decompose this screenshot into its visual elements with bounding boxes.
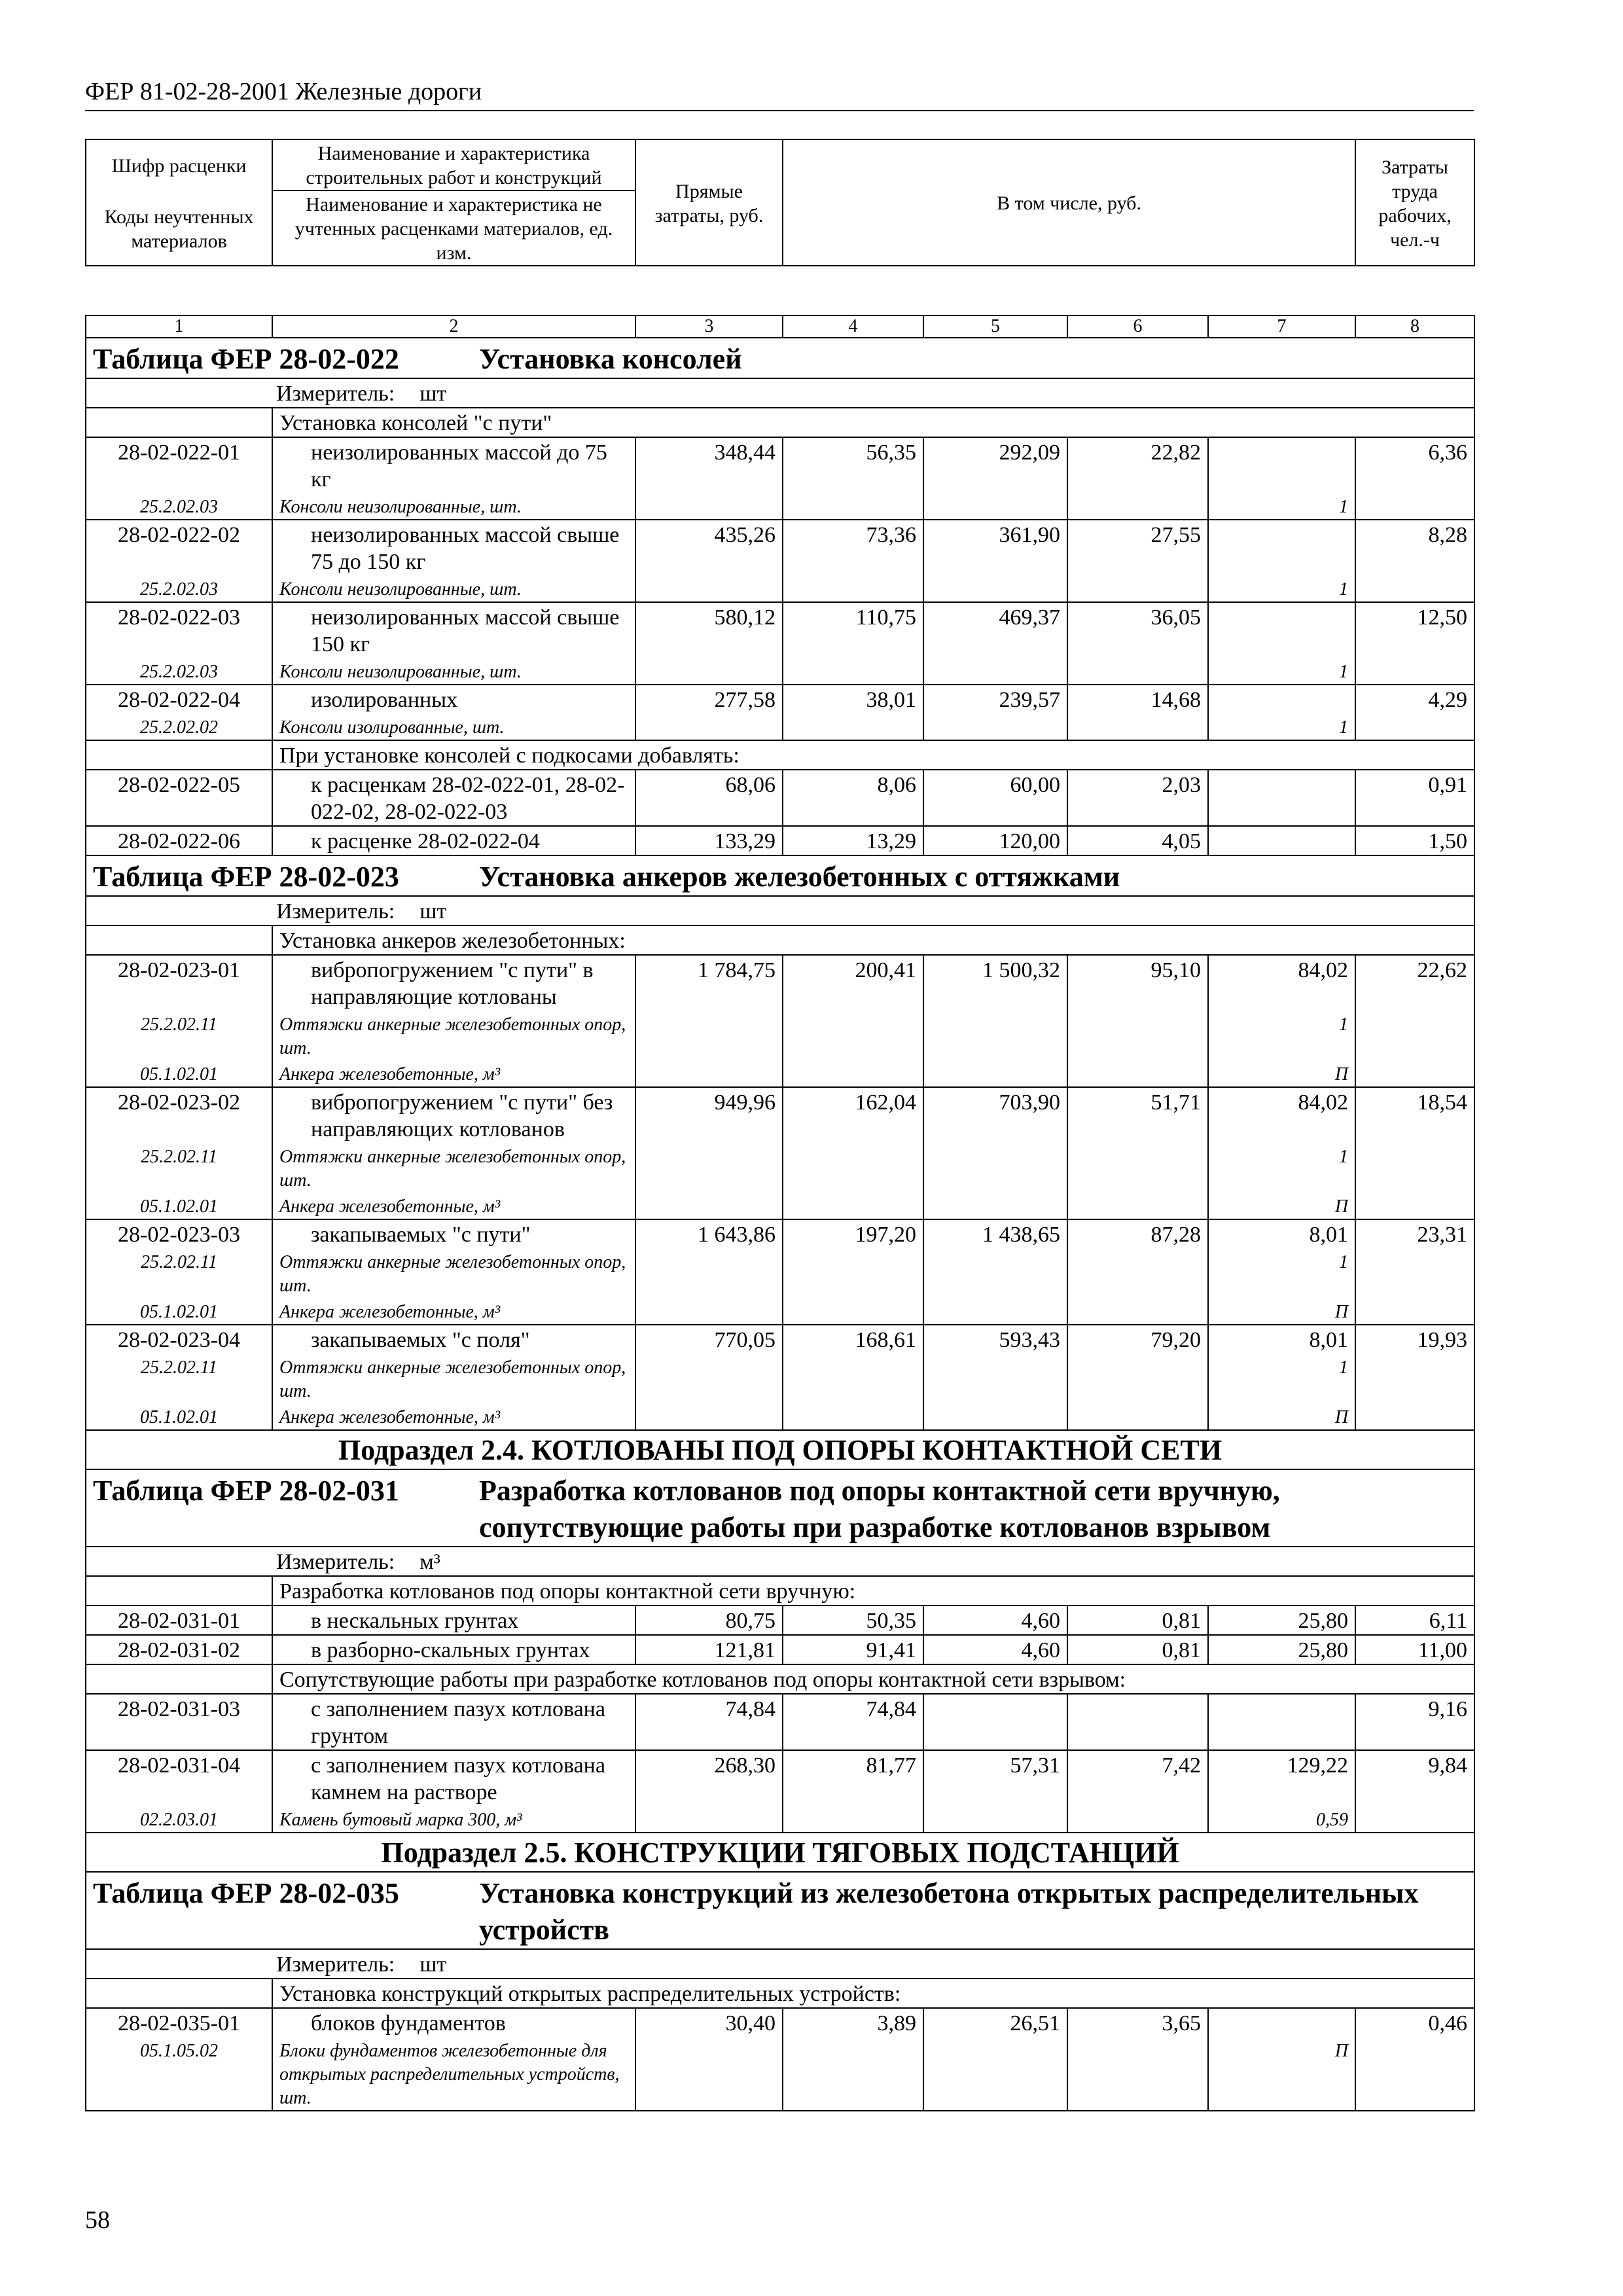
rate-desc: с заполнением пазух котлована камнем на растворе <box>272 1750 635 1806</box>
table-row <box>86 1694 1474 1750</box>
table-row <box>86 685 1474 714</box>
rate-code: 28-02-022-06 <box>86 826 272 855</box>
rate-code: 28-02-023-04 <box>86 1325 272 1354</box>
group-heading: Сопутствующие работы при разработке котлованов под опоры контактной сети взрывом: <box>272 1664 1474 1694</box>
machine-cost: 703,90 <box>923 1087 1067 1143</box>
labor-hours: 11,00 <box>1355 1635 1474 1664</box>
material-name: Камень бутовый марка 300, м³ <box>272 1806 635 1833</box>
direct-cost: 348,44 <box>635 437 783 493</box>
material-name: Консоли изолированные, шт. <box>272 714 635 740</box>
machine-labor-cost: 95,10 <box>1067 955 1208 1011</box>
table-name: Установка консолей <box>479 343 742 375</box>
machine-labor-cost <box>1067 1694 1208 1750</box>
material-name: Оттяжки анкерные железобетонных опор, шт. <box>272 1143 635 1193</box>
labor-cost: 110,75 <box>783 602 923 658</box>
head-mat-names: Наименование и характеристика не учтенных расценками материалов, ед. изм. <box>272 190 635 266</box>
material-code: 25.2.02.11 <box>86 1249 272 1299</box>
machine-cost: 593,43 <box>923 1325 1067 1354</box>
material-name: Оттяжки анкерные железобетонных опор, шт. <box>272 1011 635 1061</box>
head-labor-hours: Затраты труда рабочих, чел.-ч <box>1355 139 1474 266</box>
machine-labor-cost: 79,20 <box>1067 1325 1208 1354</box>
meter <box>86 896 1474 925</box>
col-num: 6 <box>1067 315 1208 338</box>
rate-desc: в разборно-скальных грунтах <box>272 1635 635 1664</box>
material-row <box>86 576 1474 602</box>
meter <box>86 1949 1474 1979</box>
table-row <box>86 602 1474 658</box>
material-cost: 25,80 <box>1208 1635 1355 1664</box>
subsection-heading: Подраздел 2.5. КОНСТРУКЦИИ ТЯГОВЫХ ПОДСТАНЦИЙ <box>86 1833 1474 1872</box>
machine-cost: 26,51 <box>923 2008 1067 2037</box>
rate-code: 28-02-023-01 <box>86 955 272 1011</box>
group-heading: Разработка котлованов под опоры контактной сети вручную: <box>272 1576 1474 1605</box>
labor-cost: 38,01 <box>783 685 923 714</box>
machine-cost: 361,90 <box>923 520 1067 576</box>
page-number: 58 <box>85 2206 110 2234</box>
material-name: Консоли неизолированные, шт. <box>272 576 635 602</box>
material-usage: 1 <box>1208 1011 1355 1061</box>
rate-desc: к расценке 28-02-022-04 <box>272 826 635 855</box>
meter-label: Измеритель: <box>276 899 395 924</box>
group-heading: Установка консолей "с пути" <box>272 408 1474 437</box>
table-row <box>86 1325 1474 1354</box>
material-row <box>86 493 1474 520</box>
table-row <box>86 1087 1474 1143</box>
labor-cost: 13,29 <box>783 826 923 855</box>
material-row <box>86 1011 1474 1061</box>
machine-cost <box>923 1694 1067 1750</box>
table-row <box>86 826 1474 855</box>
head-work-name: Наименование и характеристика строительных работ и конструкций <box>272 139 635 190</box>
rate-code: 28-02-031-04 <box>86 1750 272 1806</box>
labor-cost: 197,20 <box>783 1219 923 1249</box>
material-code: 25.2.02.02 <box>86 714 272 740</box>
table-row <box>86 520 1474 576</box>
table-name: Установка анкеров железобетонных с оттяжками <box>479 861 1120 893</box>
labor-hours: 6,11 <box>1355 1605 1474 1635</box>
labor-hours: 0,46 <box>1355 2008 1474 2037</box>
material-usage: П <box>1208 1061 1355 1087</box>
rate-desc: неизолированных массой до 75 кг <box>272 437 635 493</box>
material-usage: П <box>1208 1299 1355 1325</box>
table-row <box>86 437 1474 493</box>
material-cost <box>1208 770 1355 826</box>
machine-cost: 1 500,32 <box>923 955 1067 1011</box>
rate-code: 28-02-031-03 <box>86 1694 272 1750</box>
labor-cost: 200,41 <box>783 955 923 1011</box>
material-usage: 1 <box>1208 1249 1355 1299</box>
rates-table <box>85 139 1475 2111</box>
labor-cost: 168,61 <box>783 1325 923 1354</box>
rate-code: 28-02-022-02 <box>86 520 272 576</box>
machine-labor-cost: 36,05 <box>1067 602 1208 658</box>
material-name: Оттяжки анкерные железобетонных опор, шт. <box>272 1354 635 1404</box>
labor-cost: 91,41 <box>783 1635 923 1664</box>
material-name: Консоли неизолированные, шт. <box>272 493 635 520</box>
machine-labor-cost: 0,81 <box>1067 1605 1208 1635</box>
table-row <box>86 955 1474 1011</box>
material-name: Анкера железобетонные, м³ <box>272 1061 635 1087</box>
col-num: 7 <box>1208 315 1355 338</box>
material-code: 02.2.03.01 <box>86 1806 272 1833</box>
col-num: 2 <box>272 315 635 338</box>
material-code: 25.2.02.11 <box>86 1143 272 1193</box>
table-name: Установка конструкций из железобетона открытых распределительных устройств <box>479 1877 1419 1946</box>
material-code: 25.2.02.03 <box>86 658 272 685</box>
rate-desc: вибропогружением "с пути" в направляющие котлованы <box>272 955 635 1011</box>
header-rule <box>85 110 1474 111</box>
table-row <box>86 1219 1474 1249</box>
material-code: 25.2.02.11 <box>86 1011 272 1061</box>
head-mat-codes: Коды неучтенных материалов <box>86 190 272 266</box>
meter-label: Измеритель: <box>276 382 395 406</box>
group-heading: Установка анкеров железобетонных: <box>272 925 1474 955</box>
rate-desc: закапываемых "с поля" <box>272 1325 635 1354</box>
labor-hours: 18,54 <box>1355 1087 1474 1143</box>
direct-cost: 949,96 <box>635 1087 783 1143</box>
material-code: 05.1.02.01 <box>86 1404 272 1430</box>
direct-cost: 30,40 <box>635 2008 783 2037</box>
material-name: Консоли неизолированные, шт. <box>272 658 635 685</box>
material-usage: 1 <box>1208 1354 1355 1404</box>
labor-hours: 22,62 <box>1355 955 1474 1011</box>
material-row <box>86 1299 1474 1325</box>
rate-desc: к расценкам 28-02-022-01, 28-02-022-02, 28-02-022-03 <box>272 770 635 826</box>
material-code: 05.1.02.01 <box>86 1061 272 1087</box>
machine-cost: 4,60 <box>923 1605 1067 1635</box>
material-usage: 1 <box>1208 714 1355 740</box>
material-name: Анкера железобетонные, м³ <box>272 1404 635 1430</box>
material-cost <box>1208 602 1355 658</box>
material-row <box>86 1061 1474 1087</box>
table-title <box>86 1469 1474 1547</box>
rate-desc: блоков фундаментов <box>272 2008 635 2037</box>
table-row <box>86 770 1474 826</box>
material-code: 05.1.05.02 <box>86 2037 272 2111</box>
material-usage: 1 <box>1208 1143 1355 1193</box>
material-usage: П <box>1208 1404 1355 1430</box>
rate-desc: в нескальных грунтах <box>272 1605 635 1635</box>
material-row <box>86 1249 1474 1299</box>
direct-cost: 1 643,86 <box>635 1219 783 1249</box>
table-name: Разработка котлованов под опоры контактной сети вручную, сопутствующие работы при разработке котлованов взрывом <box>479 1475 1280 1543</box>
machine-labor-cost: 51,71 <box>1067 1087 1208 1143</box>
labor-hours: 0,91 <box>1355 770 1474 826</box>
machine-cost: 60,00 <box>923 770 1067 826</box>
table-row <box>86 1605 1474 1635</box>
meter-unit: м³ <box>419 1550 440 1574</box>
machine-labor-cost: 0,81 <box>1067 1635 1208 1664</box>
col-num: 3 <box>635 315 783 338</box>
material-code: 25.2.02.03 <box>86 493 272 520</box>
material-cost <box>1208 437 1355 493</box>
machine-labor-cost: 14,68 <box>1067 685 1208 714</box>
labor-hours: 9,84 <box>1355 1750 1474 1806</box>
meter-label: Измеритель: <box>276 1952 395 1977</box>
labor-hours: 6,36 <box>1355 437 1474 493</box>
material-cost: 8,01 <box>1208 1219 1355 1249</box>
rate-desc: изолированных <box>272 685 635 714</box>
machine-cost: 57,31 <box>923 1750 1067 1806</box>
material-cost: 8,01 <box>1208 1325 1355 1354</box>
machine-labor-cost: 3,65 <box>1067 2008 1208 2037</box>
table-title <box>86 855 1474 896</box>
material-name: Анкера железобетонные, м³ <box>272 1299 635 1325</box>
table-label: Таблица ФЕР 28-02-023 <box>93 861 399 893</box>
meter <box>86 378 1474 408</box>
col-num: 8 <box>1355 315 1474 338</box>
rate-desc: неизолированных массой свыше 75 до 150 кг <box>272 520 635 576</box>
material-code: 05.1.02.01 <box>86 1193 272 1219</box>
direct-cost: 80,75 <box>635 1605 783 1635</box>
direct-cost: 770,05 <box>635 1325 783 1354</box>
machine-labor-cost: 22,82 <box>1067 437 1208 493</box>
material-row <box>86 2037 1474 2111</box>
table-title <box>86 338 1474 378</box>
rate-code: 28-02-022-03 <box>86 602 272 658</box>
machine-labor-cost: 27,55 <box>1067 520 1208 576</box>
rate-code: 28-02-022-01 <box>86 437 272 493</box>
labor-cost: 81,77 <box>783 1750 923 1806</box>
material-cost: 129,22 <box>1208 1750 1355 1806</box>
machine-cost: 292,09 <box>923 437 1067 493</box>
material-name: Блоки фундаментов железобетонные для открытых распределительных устройств, шт. <box>272 2037 635 2111</box>
table-title <box>86 1872 1474 1949</box>
material-usage: 0,59 <box>1208 1806 1355 1833</box>
material-cost <box>1208 1694 1355 1750</box>
direct-cost: 74,84 <box>635 1694 783 1750</box>
direct-cost: 121,81 <box>635 1635 783 1664</box>
rate-desc: вибропогружением "с пути" без направляющих котлованов <box>272 1087 635 1143</box>
labor-hours: 4,29 <box>1355 685 1474 714</box>
col-num: 5 <box>923 315 1067 338</box>
material-code: 25.2.02.11 <box>86 1354 272 1404</box>
material-name: Анкера железобетонные, м³ <box>272 1193 635 1219</box>
material-code: 25.2.02.03 <box>86 576 272 602</box>
material-usage: 1 <box>1208 493 1355 520</box>
material-usage: П <box>1208 2037 1355 2111</box>
table-row <box>86 2008 1474 2037</box>
machine-cost: 1 438,65 <box>923 1219 1067 1249</box>
meter-unit: шт <box>419 382 447 406</box>
meter-label: Измеритель: <box>276 1550 395 1574</box>
table-label: Таблица ФЕР 28-02-035 <box>93 1877 399 1909</box>
head-code: Шифр расценки <box>86 139 272 190</box>
rate-desc: закапываемых "с пути" <box>272 1219 635 1249</box>
group-heading: Установка конструкций открытых распределительных устройств: <box>272 1979 1474 2008</box>
rate-desc: неизолированных массой свыше 150 кг <box>272 602 635 658</box>
material-row <box>86 1354 1474 1404</box>
material-row <box>86 1143 1474 1193</box>
labor-cost: 3,89 <box>783 2008 923 2037</box>
meter <box>86 1547 1474 1576</box>
direct-cost: 1 784,75 <box>635 955 783 1011</box>
col-num: 1 <box>86 315 272 338</box>
machine-cost: 239,57 <box>923 685 1067 714</box>
labor-hours: 1,50 <box>1355 826 1474 855</box>
labor-cost: 8,06 <box>783 770 923 826</box>
table-row <box>86 1635 1474 1664</box>
material-usage: 1 <box>1208 576 1355 602</box>
table-row <box>86 1750 1474 1806</box>
rate-code: 28-02-022-05 <box>86 770 272 826</box>
table-label: Таблица ФЕР 28-02-031 <box>93 1475 399 1507</box>
col-num: 4 <box>783 315 923 338</box>
meter-unit: шт <box>419 1952 447 1977</box>
rate-desc: с заполнением пазух котлована грунтом <box>272 1694 635 1750</box>
group-heading: При установке консолей с подкосами добавлять: <box>272 740 1474 770</box>
machine-labor-cost: 4,05 <box>1067 826 1208 855</box>
rate-code: 28-02-035-01 <box>86 2008 272 2037</box>
rate-code: 28-02-022-04 <box>86 685 272 714</box>
direct-cost: 68,06 <box>635 770 783 826</box>
machine-labor-cost: 2,03 <box>1067 770 1208 826</box>
labor-hours: 19,93 <box>1355 1325 1474 1354</box>
material-cost: 84,02 <box>1208 1087 1355 1143</box>
direct-cost: 268,30 <box>635 1750 783 1806</box>
material-row <box>86 1193 1474 1219</box>
material-row <box>86 1806 1474 1833</box>
machine-cost: 4,60 <box>923 1635 1067 1664</box>
labor-cost: 56,35 <box>783 437 923 493</box>
labor-hours: 12,50 <box>1355 602 1474 658</box>
labor-cost: 73,36 <box>783 520 923 576</box>
labor-cost: 50,35 <box>783 1605 923 1635</box>
material-cost <box>1208 826 1355 855</box>
material-cost <box>1208 685 1355 714</box>
rate-code: 28-02-023-03 <box>86 1219 272 1249</box>
head-incl: В том числе, руб. <box>783 139 1355 266</box>
material-usage: П <box>1208 1193 1355 1219</box>
labor-hours: 8,28 <box>1355 520 1474 576</box>
direct-cost: 580,12 <box>635 602 783 658</box>
labor-cost: 162,04 <box>783 1087 923 1143</box>
material-row <box>86 714 1474 740</box>
material-cost: 84,02 <box>1208 955 1355 1011</box>
material-row <box>86 658 1474 685</box>
rate-code: 28-02-031-02 <box>86 1635 272 1664</box>
material-code: 05.1.02.01 <box>86 1299 272 1325</box>
meter-unit: шт <box>419 899 447 924</box>
labor-cost: 74,84 <box>783 1694 923 1750</box>
machine-labor-cost: 87,28 <box>1067 1219 1208 1249</box>
machine-labor-cost: 7,42 <box>1067 1750 1208 1806</box>
direct-cost: 277,58 <box>635 685 783 714</box>
material-cost <box>1208 520 1355 576</box>
machine-cost: 120,00 <box>923 826 1067 855</box>
material-cost <box>1208 2008 1355 2037</box>
material-usage: 1 <box>1208 658 1355 685</box>
material-cost: 25,80 <box>1208 1605 1355 1635</box>
labor-hours: 23,31 <box>1355 1219 1474 1249</box>
labor-hours: 9,16 <box>1355 1694 1474 1750</box>
rate-code: 28-02-023-02 <box>86 1087 272 1143</box>
material-row <box>86 1404 1474 1430</box>
running-header: ФЕР 81-02-28-2001 Железные дороги <box>85 78 482 105</box>
head-direct: Прямые затраты, руб. <box>635 139 783 266</box>
rate-code: 28-02-031-01 <box>86 1605 272 1635</box>
direct-cost: 435,26 <box>635 520 783 576</box>
material-name: Оттяжки анкерные железобетонных опор, шт. <box>272 1249 635 1299</box>
direct-cost: 133,29 <box>635 826 783 855</box>
table-label: Таблица ФЕР 28-02-022 <box>93 343 399 375</box>
machine-cost: 469,37 <box>923 602 1067 658</box>
subsection-heading: Подраздел 2.4. КОТЛОВАНЫ ПОД ОПОРЫ КОНТАКТНОЙ СЕТИ <box>86 1430 1474 1469</box>
